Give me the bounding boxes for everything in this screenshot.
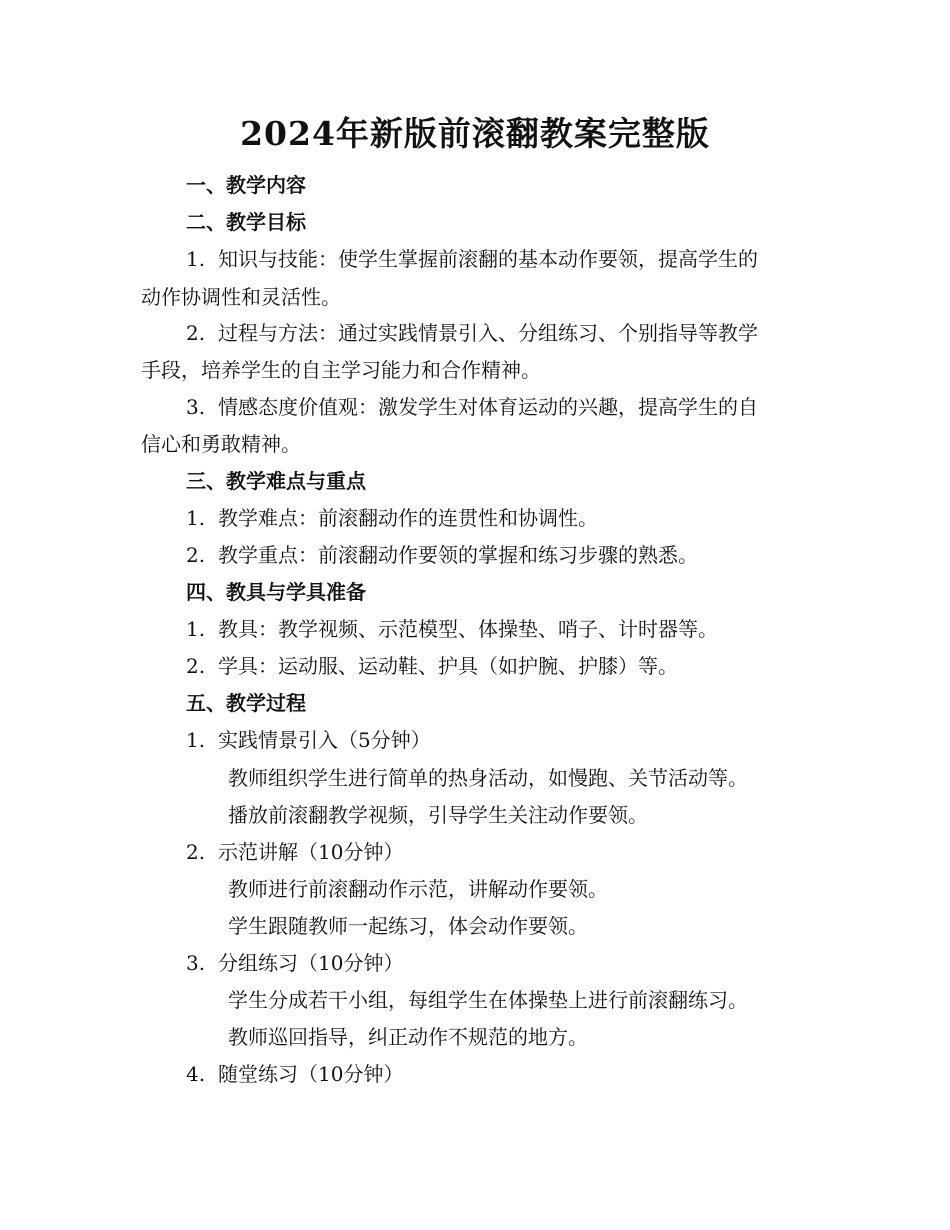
process-step-3 <box>186 949 403 977</box>
goal-text: 过程与方法：通过实践情景引入、分组练习、个别指导等教学 <box>218 321 758 345</box>
goal-number: 2. <box>186 321 206 345</box>
process-step-2-detail-1: 教师进行前滚翻动作示范，讲解动作要领。 <box>228 877 608 901</box>
process-step-1-detail-1: 教师组织学生进行简单的热身活动，如慢跑、关节活动等。 <box>228 766 748 790</box>
process-step-3-detail-2: 教师巡回指导，纠正动作不规范的地方。 <box>228 1025 588 1049</box>
section-heading-goals: 二、教学目标 <box>186 210 306 234</box>
goal-text: 知识与技能：使学生掌握前滚翻的基本动作要领，提高学生的 <box>218 247 758 271</box>
difficulty-number: 1. <box>186 506 206 530</box>
process-number: 1. <box>186 728 206 752</box>
process-number: 4. <box>186 1062 206 1086</box>
process-step-title: 随堂练习（10分钟） <box>218 1062 404 1086</box>
process-step-2-detail-2: 学生跟随教师一起练习，体会动作要领。 <box>228 914 588 938</box>
goal-item-3-continuation: 信心和勇敢精神。 <box>141 432 301 456</box>
goal-item-1 <box>186 245 758 273</box>
process-step-title: 示范讲解（10分钟） <box>218 840 404 864</box>
process-step-1-detail-2: 播放前滚翻教学视频，引导学生关注动作要领。 <box>228 803 648 827</box>
goal-number: 3. <box>186 395 206 419</box>
tool-text: 学具：运动服、运动鞋、护具（如护腕、护膝）等。 <box>218 654 678 678</box>
section-heading-process: 五、教学过程 <box>186 691 306 715</box>
difficulty-number: 2. <box>186 543 206 567</box>
goal-text: 情感态度价值观：激发学生对体育运动的兴趣，提高学生的自 <box>218 395 758 419</box>
difficulty-item-1 <box>186 504 598 532</box>
section-heading-difficulties: 三、教学难点与重点 <box>186 469 366 493</box>
section-heading-tools: 四、教具与学具准备 <box>186 580 366 604</box>
tool-item-1 <box>186 615 718 643</box>
goal-number: 1. <box>186 247 206 271</box>
section-heading-content: 一、教学内容 <box>186 173 306 197</box>
tool-text: 教具：教学视频、示范模型、体操垫、哨子、计时器等。 <box>218 617 718 641</box>
process-step-title: 实践情景引入（5分钟） <box>218 728 431 752</box>
goal-item-3 <box>186 393 758 421</box>
difficulty-text: 教学重点：前滚翻动作要领的掌握和练习步骤的熟悉。 <box>218 543 698 567</box>
tool-item-2 <box>186 652 678 680</box>
difficulty-text: 教学难点：前滚翻动作的连贯性和协调性。 <box>218 506 598 530</box>
process-step-title: 分组练习（10分钟） <box>218 951 404 975</box>
difficulty-item-2 <box>186 541 698 569</box>
tool-number: 2. <box>186 654 206 678</box>
process-step-4 <box>186 1060 403 1088</box>
tool-number: 1. <box>186 617 206 641</box>
process-step-3-detail-1: 学生分成若干小组，每组学生在体操垫上进行前滚翻练习。 <box>228 988 748 1012</box>
goal-item-2-continuation: 手段，培养学生的自主学习能力和合作精神。 <box>141 358 541 382</box>
goal-item-2 <box>186 319 758 347</box>
process-step-2 <box>186 838 403 866</box>
goal-item-1-continuation: 动作协调性和灵活性。 <box>141 285 341 309</box>
document-title: 2024年新版前滚翻教案完整版 <box>240 114 710 153</box>
process-number: 2. <box>186 840 206 864</box>
process-step-1 <box>186 726 431 754</box>
process-number: 3. <box>186 951 206 975</box>
